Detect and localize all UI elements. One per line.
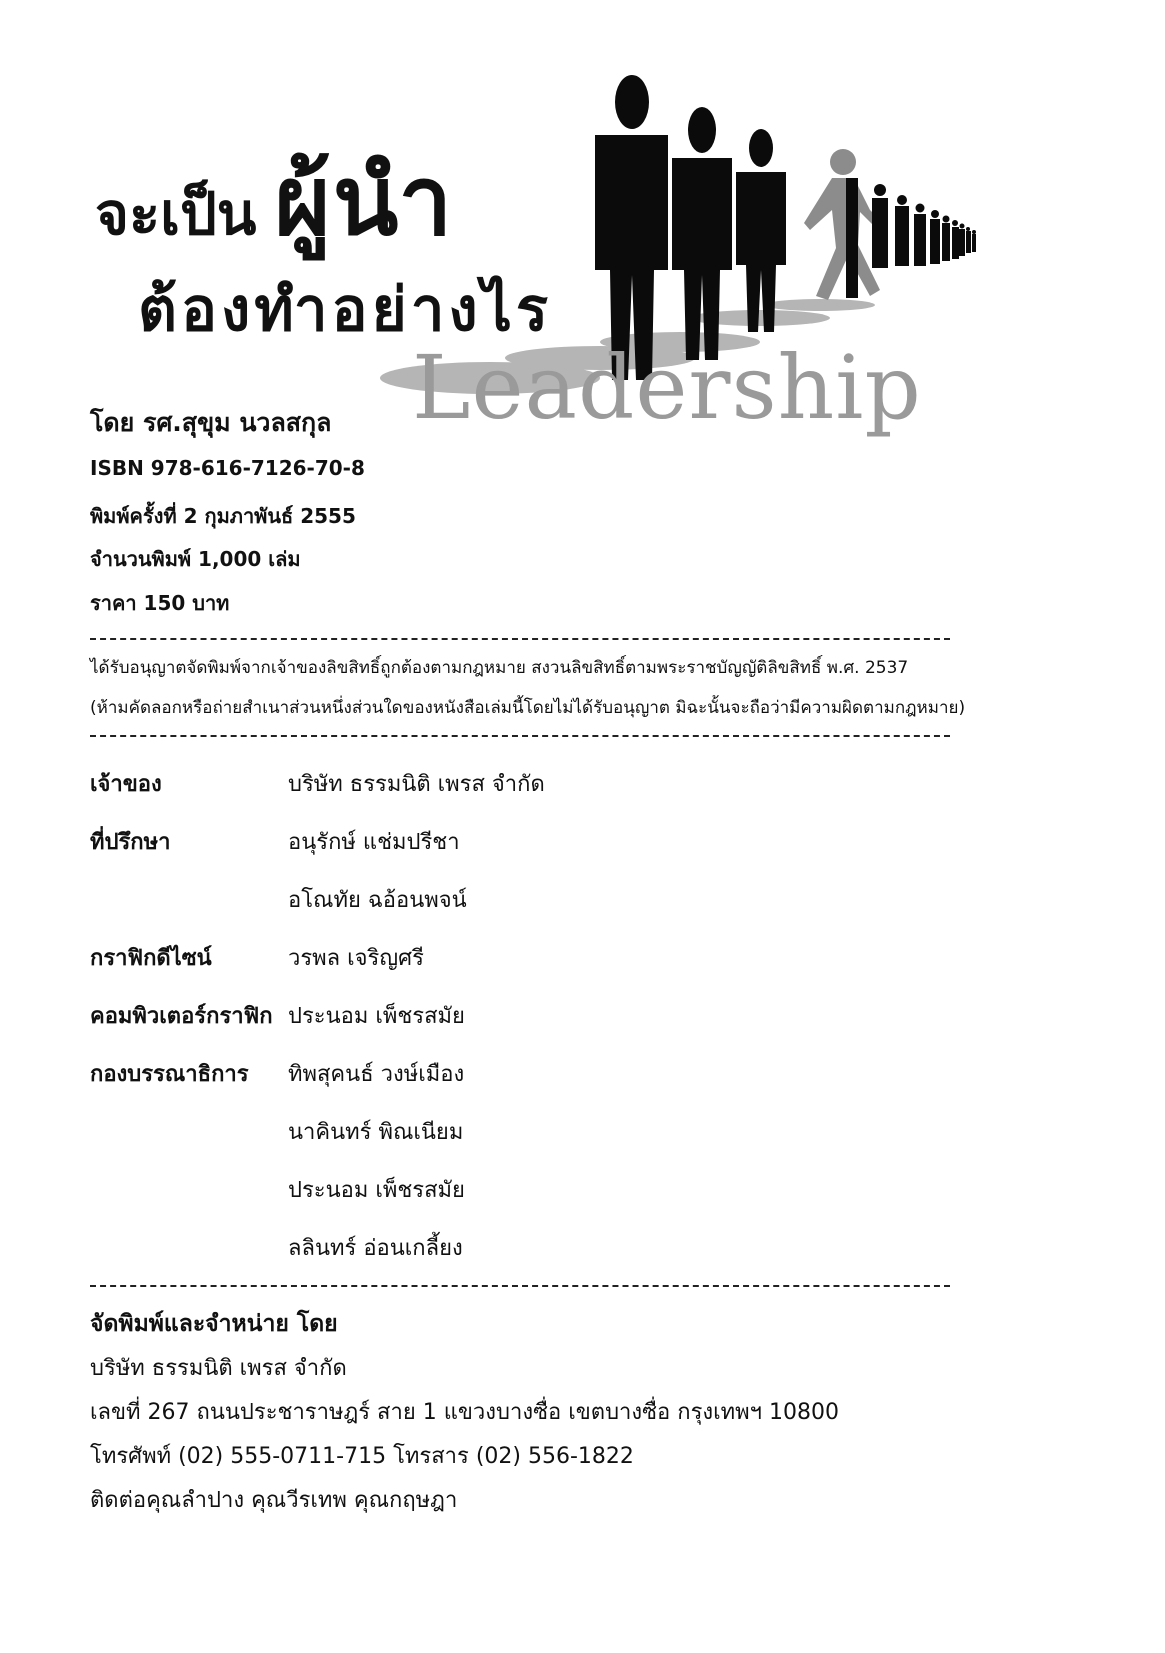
owner-label: เจ้าของ	[90, 772, 162, 797]
graphic-designer-name: วรพล เจริญศรี	[288, 946, 424, 971]
publisher-contact: ติดต่อคุณลำปาง คุณวีรเทพ คุณกฤษฎา	[90, 1488, 458, 1513]
computer-graphic-name: ประนอม เพ็ชรสมัย	[288, 1004, 465, 1029]
copyright-notice: ได้รับอนุญาตจัดพิมพ์จากเจ้าของลิขสิทธิ์ถูกต้องตามกฎหมาย สงวนลิขสิทธิ์ตามพระราชบัญญัติลิขสิทธิ์ พ.ศ. 2537	[90, 658, 909, 678]
advisor-label: ที่ปรึกษา	[90, 830, 171, 855]
publisher-name: บริษัท ธรรมนิติ เพรส จำกัด	[90, 1356, 347, 1381]
publisher-heading: จัดพิมพ์และจำหน่าย โดย	[90, 1311, 338, 1337]
price: ราคา 150 บาท	[90, 591, 230, 615]
print-run: จำนวนพิมพ์ 1,000 เล่ม	[90, 547, 301, 571]
title-keyword: ผู้นำ	[274, 145, 455, 257]
editor-name: ทิพสุคนธ์ วงษ์เมือง	[288, 1062, 465, 1087]
publisher-phone: โทรศัพท์ (02) 555-0711-715 โทรสาร (02) 556-1822	[90, 1444, 634, 1469]
advisor-name: อโณทัย ฉอ้อนพจน์	[288, 888, 467, 913]
copyright-warning: (ห้ามคัดลอกหรือถ่ายสำเนาส่วนหนึ่งส่วนใดของหนังสือเล่มนี้โดยไม่ได้รับอนุญาต มิฉะนั้นจะถือว่ามีความผิดตามกฎหมาย)	[90, 698, 966, 718]
book-title-line2: ต้องทำอย่างไร	[138, 275, 553, 345]
leadership-wordmark: Leadership	[412, 336, 922, 439]
graphic-design-label: กราฟิกดีไซน์	[90, 946, 212, 971]
edition: พิมพ์ครั้งที่ 2 กุมภาพันธ์ 2555	[90, 504, 356, 528]
author-line: โดย รศ.สุขุม นวลสกุล	[90, 408, 332, 437]
editor-name: ประนอม เพ็ชรสมัย	[288, 1178, 465, 1203]
editor-name: นาคินทร์ พิณเนียม	[288, 1120, 464, 1145]
divider	[90, 735, 950, 737]
divider	[90, 638, 950, 640]
walking-person-icon	[804, 149, 880, 300]
title-prefix: จะเป็น	[95, 180, 257, 248]
isbn: ISBN 978-616-7126-70-8	[90, 456, 365, 480]
advisor-name: อนุรักษ์ แช่มปรีชา	[288, 830, 460, 855]
publisher-address: เลขที่ 267 ถนนประชาราษฎร์ สาย 1 แขวงบางซื่อ เขตบางซื่อ กรุงเทพฯ 10800	[90, 1400, 839, 1425]
owner-name: บริษัท ธรรมนิติ เพรส จำกัด	[288, 772, 545, 797]
divider	[90, 1285, 950, 1287]
computer-graphic-label: คอมพิวเตอร์กราฟิก	[90, 1004, 273, 1029]
editor-name: ลลินทร์ อ่อนเกลี้ยง	[288, 1236, 463, 1261]
editorial-label: กองบรรณาธิการ	[90, 1062, 249, 1087]
